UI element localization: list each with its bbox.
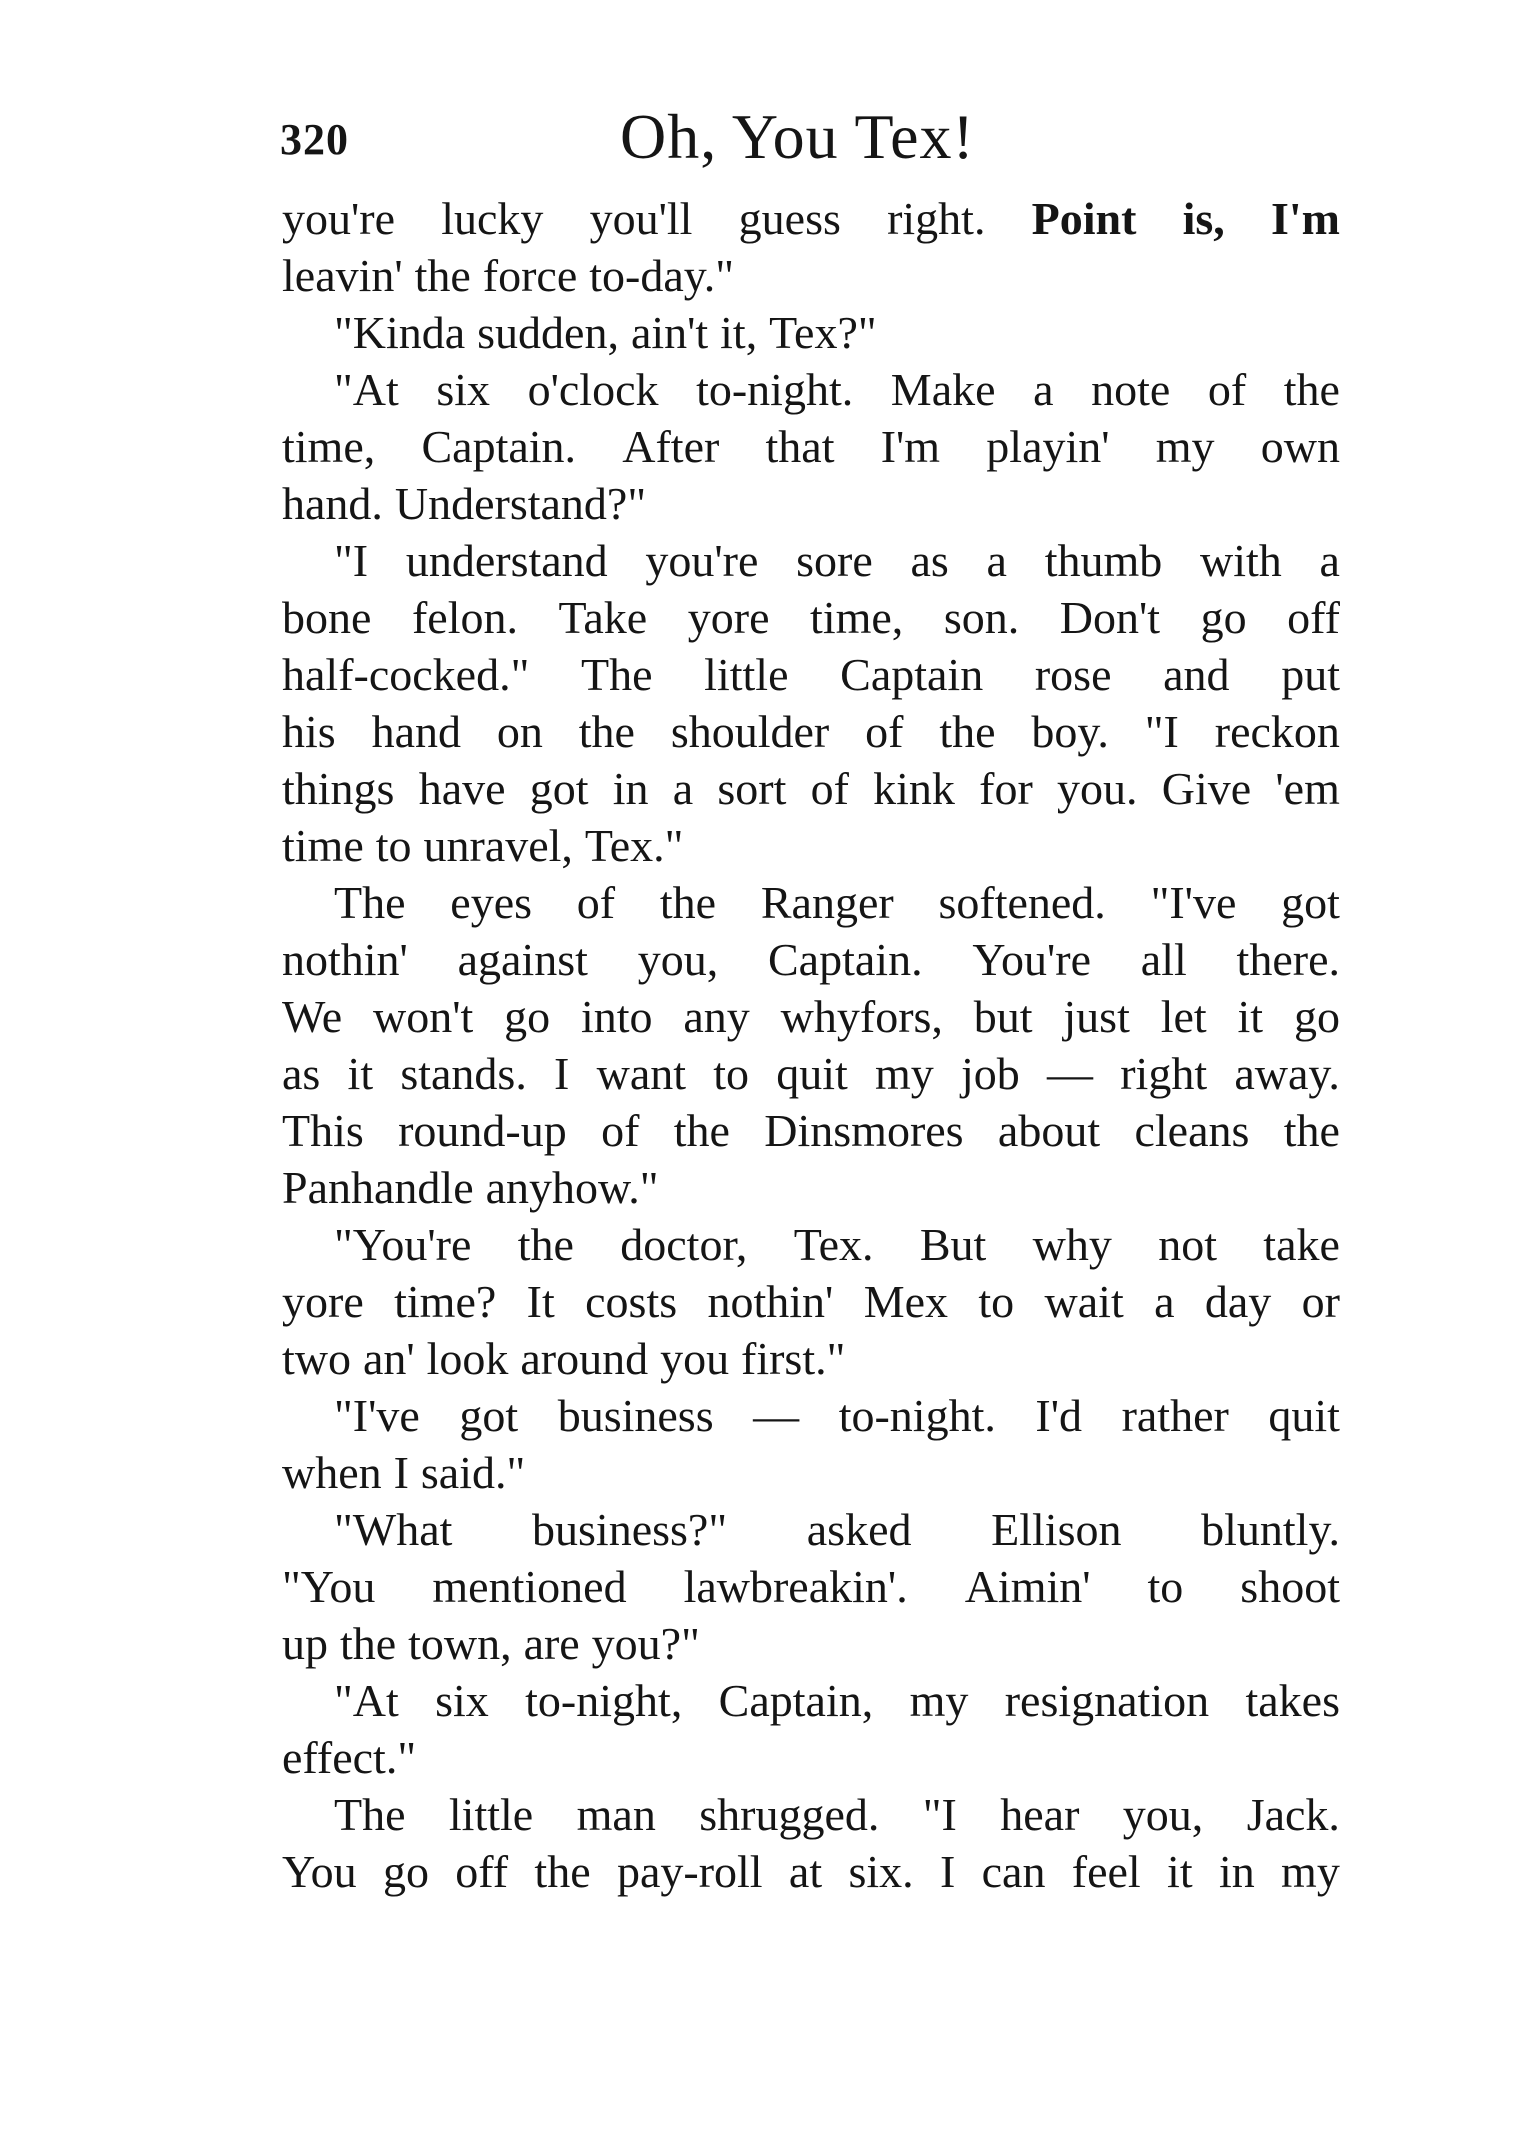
word: "I xyxy=(922,1789,957,1840)
text-line xyxy=(282,1444,1340,1501)
word: time xyxy=(282,820,364,871)
word: against xyxy=(457,934,588,985)
word: effect." xyxy=(282,1732,417,1783)
text-line xyxy=(282,418,1340,475)
word: note xyxy=(1091,364,1171,415)
word: 'em xyxy=(1275,763,1340,814)
word: six. xyxy=(848,1846,914,1897)
word: sort xyxy=(717,763,787,814)
word: time, xyxy=(810,592,904,643)
word: Ellison xyxy=(991,1504,1122,1555)
word: in xyxy=(612,763,649,814)
word: hear xyxy=(1000,1789,1080,1840)
word: felon. xyxy=(411,592,518,643)
word: when xyxy=(282,1447,382,1498)
text-line xyxy=(282,475,1340,532)
word: "I xyxy=(334,535,369,586)
word: you, xyxy=(637,934,719,985)
word: Tex?" xyxy=(769,307,877,358)
word: Mex xyxy=(863,1276,949,1327)
word: first." xyxy=(741,1333,846,1384)
word: You're xyxy=(972,934,1091,985)
word: just xyxy=(1063,991,1130,1042)
word: sudden, xyxy=(477,307,619,358)
word: day xyxy=(1204,1276,1272,1327)
word: got xyxy=(1281,877,1340,928)
word: rose xyxy=(1034,649,1112,700)
word: have xyxy=(418,763,506,814)
word: lawbreakin'. xyxy=(683,1561,908,1612)
word: to xyxy=(375,820,412,871)
word: but xyxy=(973,991,1033,1042)
word: a xyxy=(1319,535,1340,586)
word: of xyxy=(810,763,849,814)
word: shrugged. xyxy=(699,1789,880,1840)
word: Jack. xyxy=(1246,1789,1340,1840)
text-line xyxy=(282,1045,1340,1102)
word: the xyxy=(659,877,717,928)
word: Tex. xyxy=(793,1219,874,1270)
word: my xyxy=(1281,1846,1340,1897)
word: go xyxy=(382,1846,429,1897)
word: of xyxy=(1207,364,1247,415)
word: want xyxy=(596,1048,687,1099)
running-title: Oh, You Tex! xyxy=(620,101,975,172)
word: resignation xyxy=(1004,1675,1210,1726)
word: o'clock xyxy=(527,364,659,415)
word: own xyxy=(1260,421,1340,472)
text-line xyxy=(282,1729,1340,1786)
word: things xyxy=(282,763,395,814)
word: "Kinda xyxy=(334,307,466,358)
word: Don't xyxy=(1059,592,1161,643)
word: Panhandle xyxy=(282,1162,474,1213)
word: you'll xyxy=(589,193,693,244)
word: the xyxy=(673,1105,730,1156)
word: the xyxy=(414,250,471,301)
text-line xyxy=(282,1273,1340,1330)
word: with xyxy=(1199,535,1282,586)
word: leavin' xyxy=(282,250,403,301)
word: off xyxy=(455,1846,509,1897)
word: on xyxy=(496,706,543,757)
word: yore xyxy=(282,1276,364,1327)
word: Understand?" xyxy=(394,478,647,529)
word: business?" xyxy=(532,1504,728,1555)
word: to-night. xyxy=(696,364,854,415)
word: it xyxy=(347,1048,374,1099)
word: and xyxy=(1163,649,1230,700)
word: the xyxy=(939,706,996,757)
word: to-night. xyxy=(838,1390,996,1441)
word: doctor, xyxy=(620,1219,748,1270)
word: little xyxy=(448,1789,534,1840)
word: as xyxy=(282,1048,321,1099)
word: of xyxy=(601,1105,640,1156)
word: got xyxy=(529,763,589,814)
word: is, xyxy=(1182,193,1225,244)
word: into xyxy=(580,991,653,1042)
word: rather xyxy=(1121,1390,1229,1441)
word: of xyxy=(865,706,904,757)
word: guess xyxy=(738,193,841,244)
word: as xyxy=(910,535,949,586)
word: an' xyxy=(362,1333,415,1384)
body-text xyxy=(282,190,1340,1900)
word: got xyxy=(459,1390,519,1441)
word: Take xyxy=(558,592,648,643)
text-line xyxy=(282,1387,1340,1444)
word: — xyxy=(1047,1048,1094,1099)
word: quit xyxy=(1268,1390,1340,1441)
word: boy. xyxy=(1031,706,1109,757)
word: let xyxy=(1160,991,1207,1042)
word: playin' xyxy=(986,421,1110,472)
word: a xyxy=(986,535,1007,586)
word: "I've xyxy=(334,1390,420,1441)
word: softened. xyxy=(938,877,1106,928)
word: Point xyxy=(1031,193,1137,244)
word: lucky xyxy=(441,193,544,244)
word: shoot xyxy=(1240,1561,1340,1612)
word: not xyxy=(1158,1219,1217,1270)
word: job xyxy=(961,1048,1020,1099)
word: time? xyxy=(394,1276,497,1327)
word: right. xyxy=(887,193,986,244)
word: my xyxy=(909,1675,969,1726)
word: The xyxy=(581,649,653,700)
word: or xyxy=(1301,1276,1340,1327)
word: go xyxy=(504,991,551,1042)
word: go xyxy=(1200,592,1247,643)
word: You xyxy=(282,1846,357,1897)
word: little xyxy=(704,649,789,700)
text-line xyxy=(282,1615,1340,1672)
word: eyes xyxy=(450,877,533,928)
word: up xyxy=(282,1618,328,1669)
word: can xyxy=(981,1846,1046,1897)
word: asked xyxy=(806,1504,912,1555)
word: nothin' xyxy=(282,934,408,985)
word: Captain, xyxy=(718,1675,874,1726)
word: Make xyxy=(890,364,996,415)
word: The xyxy=(334,877,406,928)
text-line xyxy=(282,988,1340,1045)
text-line xyxy=(282,361,1340,418)
word: my xyxy=(1155,421,1215,472)
word: wait xyxy=(1044,1276,1124,1327)
word: Captain. xyxy=(768,934,923,985)
word: sore xyxy=(796,535,873,586)
page-header xyxy=(280,100,1340,190)
word: unravel, xyxy=(423,820,573,871)
word: at xyxy=(788,1846,823,1897)
text-line xyxy=(282,1501,1340,1558)
word: whyfors, xyxy=(780,991,943,1042)
word: about xyxy=(997,1105,1101,1156)
word: you?" xyxy=(591,1618,700,1669)
word: takes xyxy=(1245,1675,1340,1726)
word: won't xyxy=(373,991,474,1042)
word: you're xyxy=(645,535,759,586)
word: Captain xyxy=(840,649,984,700)
text-line xyxy=(282,304,1340,361)
word: my xyxy=(875,1048,934,1099)
word: the xyxy=(339,1618,397,1669)
text-line xyxy=(282,1843,1340,1900)
word: said." xyxy=(420,1447,526,1498)
word: a xyxy=(1154,1276,1175,1327)
word: I'm xyxy=(880,421,941,472)
word: six xyxy=(435,1675,489,1726)
word: "At xyxy=(334,1675,399,1726)
word: it xyxy=(1237,991,1264,1042)
word: But xyxy=(919,1219,987,1270)
word: you're xyxy=(282,193,396,244)
word: time, xyxy=(282,421,376,472)
word: Give xyxy=(1161,763,1252,814)
word: to xyxy=(1147,1561,1184,1612)
text-line xyxy=(282,1216,1340,1273)
word: — xyxy=(753,1390,800,1441)
word: half-cocked." xyxy=(282,649,530,700)
word: you. xyxy=(1057,763,1138,814)
word: "What xyxy=(334,1504,453,1555)
word: take xyxy=(1263,1219,1340,1270)
word: thumb xyxy=(1044,535,1163,586)
word: two xyxy=(282,1333,351,1384)
text-line xyxy=(282,589,1340,646)
word: ain't xyxy=(630,307,709,358)
text-line xyxy=(282,532,1340,589)
text-line xyxy=(282,874,1340,931)
word: Captain. xyxy=(421,421,577,472)
word: I'm xyxy=(1271,193,1340,244)
word: right xyxy=(1120,1048,1208,1099)
word: I xyxy=(939,1846,956,1897)
word: Ranger xyxy=(760,877,894,928)
word: hand. xyxy=(282,478,383,529)
word: why xyxy=(1032,1219,1112,1270)
word: "You're xyxy=(334,1219,472,1270)
word: understand xyxy=(405,535,608,586)
word: put xyxy=(1281,649,1340,700)
word: After xyxy=(622,421,720,472)
word: pay-roll xyxy=(616,1846,763,1897)
word: to-night, xyxy=(525,1675,683,1726)
word: feel xyxy=(1071,1846,1141,1897)
word: This xyxy=(282,1105,364,1156)
text-line xyxy=(282,1672,1340,1729)
text-line xyxy=(282,646,1340,703)
page-number: 320 xyxy=(280,115,349,164)
word: force xyxy=(482,250,578,301)
word: reckon xyxy=(1214,706,1340,757)
word: to-day." xyxy=(589,250,735,301)
word: the xyxy=(1283,1105,1340,1156)
word: bone xyxy=(282,592,372,643)
word: son. xyxy=(943,592,1020,643)
word: cleans xyxy=(1134,1105,1250,1156)
word: you, xyxy=(1122,1789,1204,1840)
word: stands. xyxy=(400,1048,527,1099)
word: his xyxy=(282,706,336,757)
text-line xyxy=(282,1786,1340,1843)
word: of xyxy=(576,877,616,928)
word: any xyxy=(683,991,750,1042)
word: all xyxy=(1140,934,1187,985)
word: yore xyxy=(687,592,770,643)
word: go xyxy=(1293,991,1340,1042)
word: anyhow." xyxy=(485,1162,659,1213)
word: I xyxy=(393,1447,409,1498)
word: six xyxy=(436,364,491,415)
word: man xyxy=(576,1789,656,1840)
word: "I've xyxy=(1150,877,1237,928)
word: "I xyxy=(1144,706,1179,757)
text-line xyxy=(282,247,1340,304)
word: the xyxy=(1283,364,1340,415)
word: a xyxy=(672,763,694,814)
word: Aimin' xyxy=(964,1561,1091,1612)
text-line xyxy=(282,1330,1340,1387)
word: nothin' xyxy=(707,1276,834,1327)
word: it xyxy=(1167,1846,1193,1897)
word: hand xyxy=(371,706,461,757)
word: the xyxy=(517,1219,574,1270)
word: bluntly. xyxy=(1201,1504,1340,1555)
word: the xyxy=(578,706,635,757)
word: that xyxy=(765,421,835,472)
word: look xyxy=(426,1333,509,1384)
word: I xyxy=(554,1048,570,1099)
word: business xyxy=(557,1390,714,1441)
word: shoulder xyxy=(670,706,830,757)
text-line xyxy=(282,931,1340,988)
word: We xyxy=(282,991,343,1042)
word: mentioned xyxy=(432,1561,627,1612)
word: It xyxy=(526,1276,555,1327)
text-line xyxy=(282,1558,1340,1615)
word: there. xyxy=(1236,934,1340,985)
text-line xyxy=(282,703,1340,760)
word: away. xyxy=(1234,1048,1340,1099)
word: I'd xyxy=(1035,1390,1083,1441)
word: you xyxy=(660,1333,730,1384)
text-line xyxy=(282,1102,1340,1159)
word: "At xyxy=(334,364,399,415)
word: for xyxy=(979,763,1033,814)
word: are xyxy=(523,1618,580,1669)
word: to xyxy=(978,1276,1015,1327)
word: a xyxy=(1033,364,1054,415)
word: "You xyxy=(282,1561,376,1612)
word: Dinsmores xyxy=(764,1105,964,1156)
word: around xyxy=(520,1333,649,1384)
word: in xyxy=(1218,1846,1255,1897)
word: The xyxy=(334,1789,406,1840)
text-line xyxy=(282,190,1340,247)
word: the xyxy=(534,1846,591,1897)
word: costs xyxy=(585,1276,678,1327)
text-line xyxy=(282,760,1340,817)
word: quit xyxy=(776,1048,848,1099)
word: it, xyxy=(720,307,758,358)
word: kink xyxy=(873,763,955,814)
word: round-up xyxy=(398,1105,567,1156)
text-line xyxy=(282,1159,1340,1216)
text-line xyxy=(282,817,1340,874)
word: to xyxy=(713,1048,750,1099)
word: Tex." xyxy=(584,820,684,871)
word: town, xyxy=(408,1618,512,1669)
word: off xyxy=(1287,592,1340,643)
